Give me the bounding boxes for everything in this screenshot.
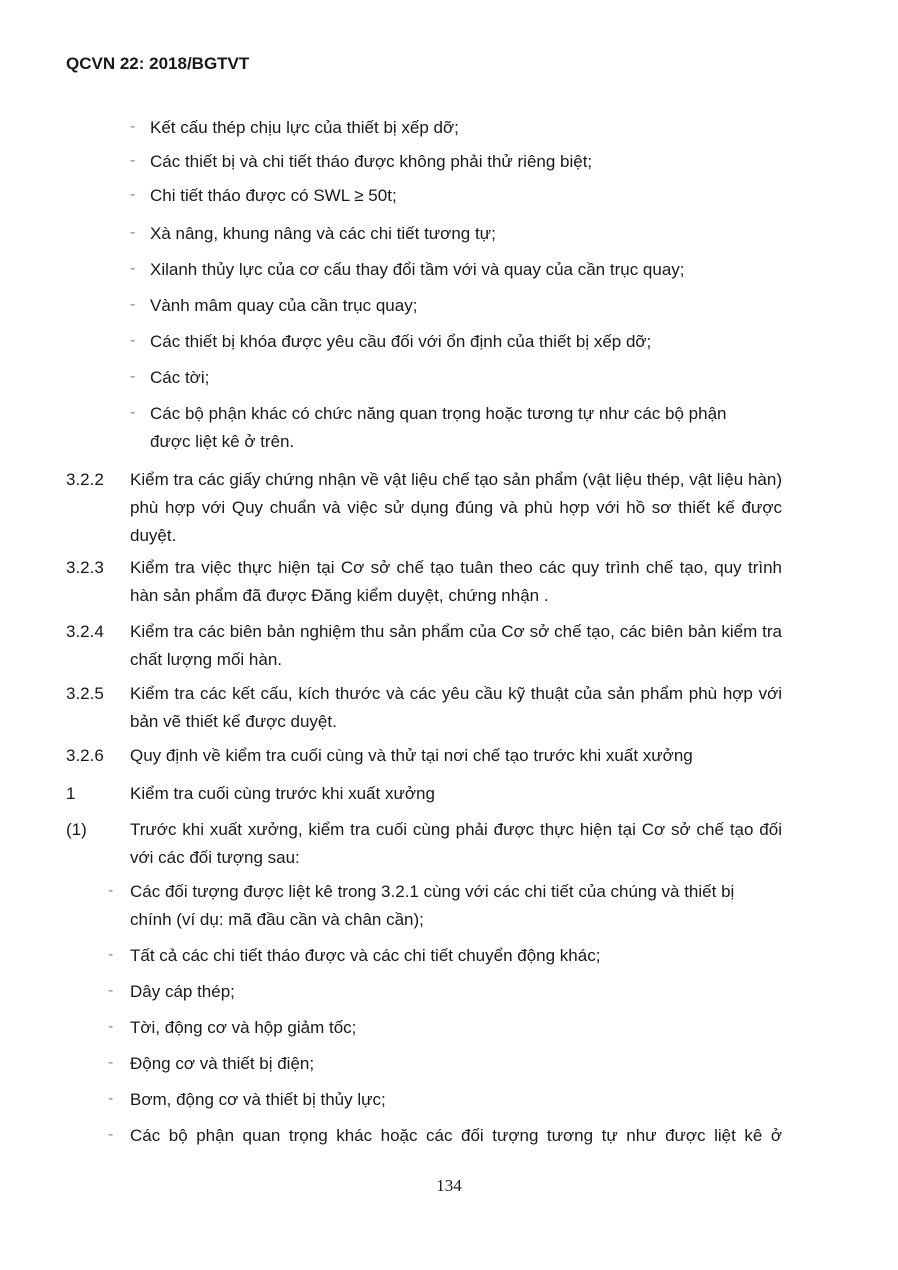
item-number: 1: [66, 784, 76, 803]
item-number: 3.2.4: [66, 622, 104, 641]
item-text: Kiểm tra các biên bản nghiệm thu sản phẩm của Cơ sở chế tạo, các biên bản kiểm tra chất lượng mối hàn.: [130, 622, 782, 669]
bullet-dash: -: [108, 882, 114, 899]
list-item: Tời, động cơ và hộp giảm tốc;: [130, 1018, 357, 1037]
list-item: Xilanh thủy lực của cơ cấu thay đổi tầm với và quay của cần trục quay;: [150, 260, 685, 279]
list-item: Các bộ phận quan trọng khác hoặc các đối tượng tương tự như được liệt kê ở: [130, 1126, 782, 1145]
list-item: Vành mâm quay của cần trục quay;: [150, 296, 418, 315]
item-number: 3.2.3: [66, 558, 104, 577]
bullet-dash: -: [130, 152, 136, 169]
bullet-dash: -: [108, 1090, 114, 1107]
item-text: Kiểm tra việc thực hiện tại Cơ sở chế tạo tuân theo các quy trình chế tạo, quy trình hàn sản phẩm đã được Đăng kiểm duyệt, chứng nhận .: [130, 558, 782, 605]
bullet-dash: -: [130, 186, 136, 203]
item-text: Trước khi xuất xưởng, kiểm tra cuối cùng phải được thực hiện tại Cơ sở chế tạo đối với các đối tượng sau:: [130, 820, 782, 867]
bullet-dash: -: [130, 404, 136, 421]
bullet-dash: -: [108, 1018, 114, 1035]
list-item: Tất cả các chi tiết tháo được và các chi tiết chuyển động khác;: [130, 946, 601, 965]
bullet-dash: -: [130, 296, 136, 313]
bullet-dash: -: [108, 982, 114, 999]
item-number: 3.2.2: [66, 470, 104, 489]
item-number: 3.2.5: [66, 684, 104, 703]
list-item-continuation: chính (ví dụ: mã đầu cần và chân cần);: [130, 910, 424, 929]
list-item: Các thiết bị và chi tiết tháo được không phải thử riêng biệt;: [150, 152, 593, 171]
list-item: Các bộ phận khác có chức năng quan trọng hoặc tương tự như các bộ phận: [150, 404, 727, 423]
item-text: Quy định về kiểm tra cuối cùng và thử tại nơi chế tạo trước khi xuất xưởng: [130, 746, 693, 765]
bullet-dash: -: [130, 224, 136, 241]
list-item: Kết cấu thép chịu lực của thiết bị xếp dỡ;: [150, 118, 459, 137]
bullet-dash: -: [130, 260, 136, 277]
list-item: Động cơ và thiết bị điện;: [130, 1054, 315, 1073]
list-item: Chi tiết tháo được có SWL ≥ 50t;: [150, 186, 397, 205]
item-number: (1): [66, 820, 87, 839]
document-header: QCVN 22: 2018/BGTVT: [66, 54, 250, 73]
bullet-dash: -: [130, 118, 136, 135]
list-item: Các tời;: [150, 368, 210, 387]
list-item-continuation: được liệt kê ở trên.: [150, 432, 295, 451]
bullet-dash: -: [108, 1126, 114, 1143]
bullet-dash: -: [108, 946, 114, 963]
item-text: Kiểm tra các giấy chứng nhận về vật liệu chế tạo sản phẩm (vật liệu thép, vật liệu hàn) phù hợp với Quy chuẩn và việc sử dụng đúng và phù hợp với hồ sơ thiết kế được duyệt.: [130, 470, 782, 545]
page-number: 134: [436, 1176, 462, 1195]
list-item: Các đối tượng được liệt kê trong 3.2.1 cùng với các chi tiết của chúng và thiết bị: [130, 882, 735, 901]
bullet-dash: -: [130, 332, 136, 349]
bullet-dash: -: [108, 1054, 114, 1071]
item-text: Kiểm tra các kết cấu, kích thước và các yêu cầu kỹ thuật của sản phẩm phù hợp với bản vẽ thiết kế được duyệt.: [130, 684, 782, 731]
list-item: Các thiết bị khóa được yêu cầu đối với ổn định của thiết bị xếp dỡ;: [150, 332, 652, 351]
item-number: 3.2.6: [66, 746, 104, 765]
list-item: Xà nâng, khung nâng và các chi tiết tương tự;: [150, 224, 496, 243]
bullet-dash: -: [130, 368, 136, 385]
item-text: Kiểm tra cuối cùng trước khi xuất xưởng: [130, 784, 435, 803]
list-item: Dây cáp thép;: [130, 982, 235, 1001]
list-item: Bơm, động cơ và thiết bị thủy lực;: [130, 1090, 386, 1109]
